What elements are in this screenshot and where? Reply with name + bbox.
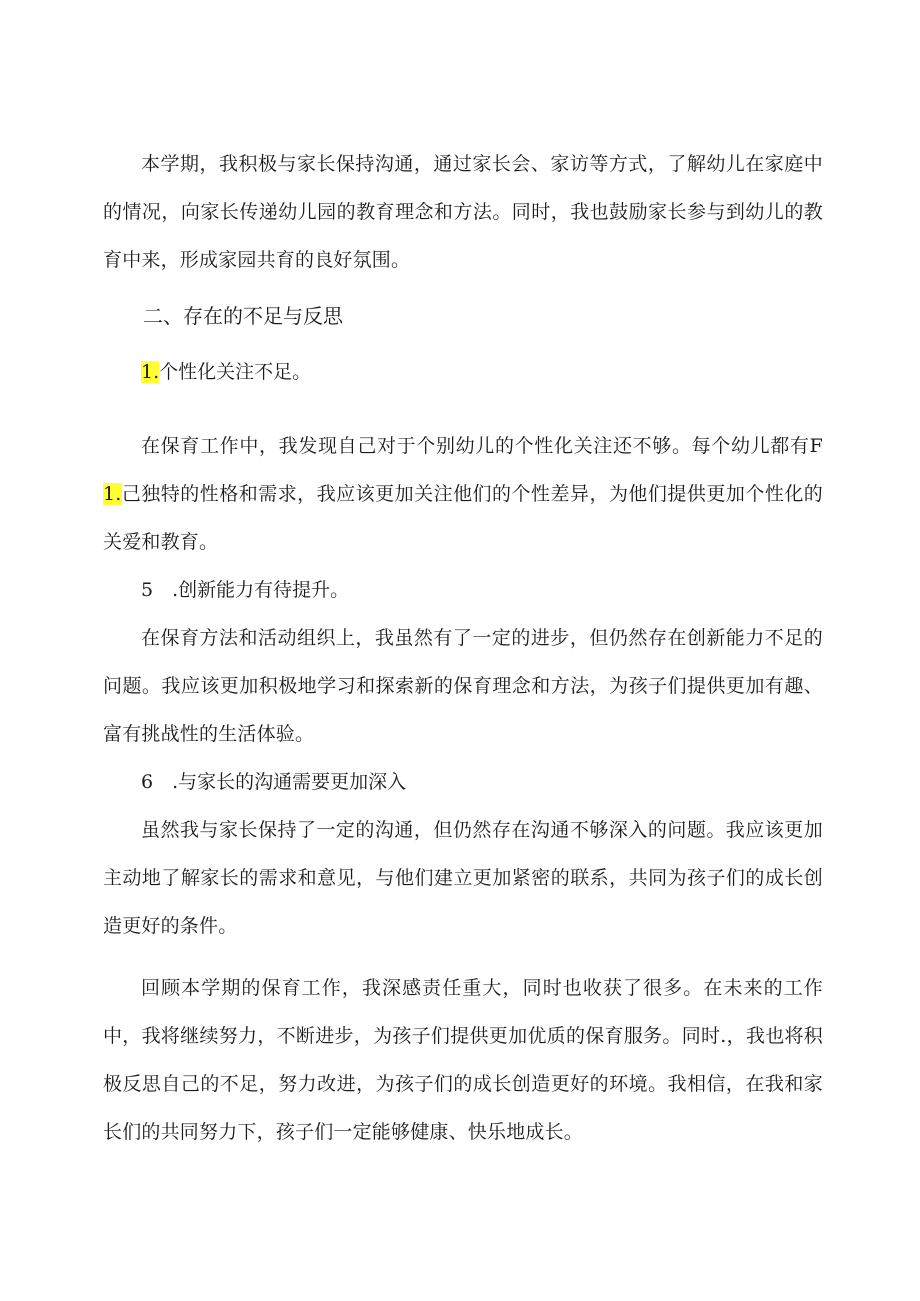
document-body (103, 140, 823, 1156)
highlighted-number: 1. (141, 361, 160, 383)
paragraph-personalized-attention (103, 422, 823, 566)
paragraph-parent-communication: 虽然我与家长保持了一定的沟通，但仍然存在沟通不够深入的问题。我应该更加主动地了解家长的需求和意见，与他们建立更加紧密的联系，共同为孩子们的成长创造更好的条件。 (103, 819, 823, 937)
paragraph-conclusion: 回顾本学期的保育工作，我深感责任重大，同时也收获了很多。在未来的工作中，我将继续努力，不断进步，为孩子们提供更加优质的保育服务。同时.，我也将积极反思自己的不足，努力改进，为孩子们的成长创造更好的环境。我相信，在我和家长们的共同努力下，孩子们一定能够健康、快乐地成长。 (103, 977, 823, 1143)
list-item-innovation: 5 .创新能力有待提升。 (141, 579, 350, 601)
section-heading-shortcomings: 二、存在的不足与反思 (143, 304, 343, 328)
paragraph-text-start: 在保育工作中，我发现自己对于个别幼儿的个性化关注还不够。每个幼儿都有F (141, 435, 823, 457)
paragraph-home-communication: 本学期，我积极与家长保持沟通，通过家长会、家访等方式，了解幼儿在家庭中的情况，向家长传递幼儿园的教育理念和方法。同时，我也鼓励家长参与到幼儿的教育中来，形成家园共育的良好氛围。 (103, 153, 823, 271)
list-item-parent-communication: 6 .与家长的沟通需要更加深入 (141, 771, 407, 793)
paragraph-text-end: 己独特的性格和需求，我应该更加关注他们的个性差异，为他们提供更加个性化的关爱和教育。 (103, 483, 823, 553)
list-item-personalized-attention (103, 348, 823, 396)
paragraph-innovation: 在保育方法和活动组织上，我虽然有了一定的进步，但仍然存在创新能力不足的问题。我应该更加积极地学习和探索新的保育理念和方法，为孩子们提供更加有趣、富有挑战性的生活体验。 (103, 627, 823, 745)
highlighted-fragment: 1. (103, 483, 122, 505)
list-item-label: 个性化关注不足。 (159, 361, 312, 383)
